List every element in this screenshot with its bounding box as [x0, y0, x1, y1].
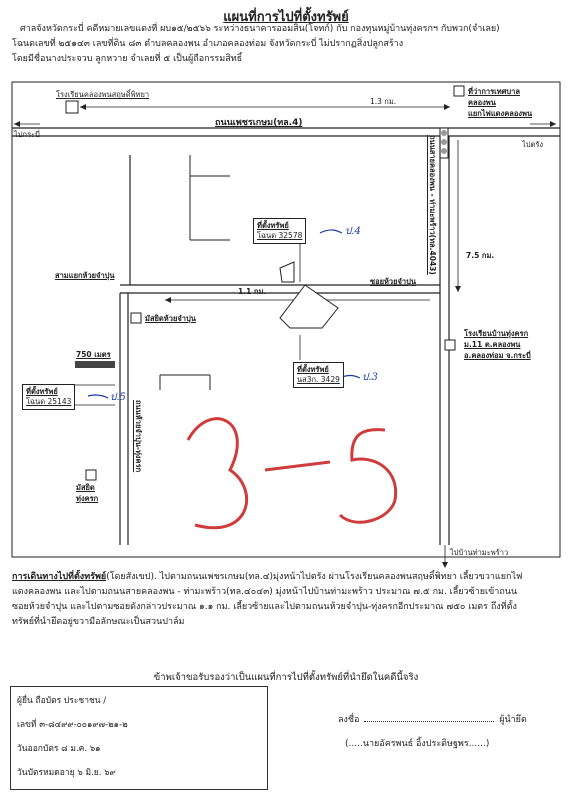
certification-text: ข้าพเจ้าขอรับรองว่าเป็นแผนที่การไปที่ตั้งทรัพย์ที่นำยึดในคดีนี้จริง — [153, 672, 419, 683]
parcel-box-32578: ที่ตั้งทรัพย์ โฉนด 32578 — [253, 218, 306, 244]
hw-big-three — [188, 419, 247, 528]
parcel-box-3429: ที่ตั้งทรัพย์ นส3ก. 3429 — [293, 362, 344, 388]
id-card-box — [10, 686, 268, 790]
hw-arrow-p5 — [88, 395, 108, 398]
hw-big-five — [340, 430, 396, 523]
route-heading: การเดินทางไปที่ตั้งทรัพย์ — [12, 572, 107, 582]
route-line: ซอยห้วยจำปุน และไปตามซอยดังกล่าวประมาณ ๑.๑ กม. เลี้ยวซ้ายและไปตามถนนห้วยจำปุน-ทุ่งครกอีกประมาณ ๗๕๐ เมตร ถึงที่ตั้ง — [12, 602, 517, 612]
hw-big-dash — [265, 462, 330, 470]
parcel-shape-p4 — [280, 262, 294, 282]
hw-label-p4: ป.4 — [345, 226, 361, 237]
distance-label-11: 1.1 กม. — [238, 287, 267, 296]
mosque-marker — [131, 313, 141, 323]
signer-name: (.....นายอัครพนธ์ อิ้งประดิษฐพร......) — [345, 739, 490, 749]
parcel-shape-p3 — [280, 285, 338, 328]
route-description — [12, 570, 560, 630]
signature-field — [364, 721, 494, 722]
soi-label: ซอยห้วยจำปุน — [370, 277, 417, 286]
route-line: ไปตามถนนเพชรเกษม(ทล.๔)มุ่งหน้าไปตรัง ผ่านโรงเรียนคลองพนสฤษดิ์พิทยา เลี้ยวขวาแยกไฟ — [159, 572, 523, 582]
distance-label-13: 1.3 กม. — [370, 97, 397, 106]
hw-arrow-p4 — [320, 230, 342, 233]
route-line: ทรัพย์ที่นำยึดอยู่ขวามือลักษณะเป็นสวนปาล์ม — [12, 617, 185, 627]
id-line: วันออกบัตร ๘ ม.ค. ๖๑ — [17, 744, 101, 754]
route-heading-note: (โดยสังเขป). — [106, 572, 157, 582]
mosque-marker-2 — [86, 470, 96, 480]
id-line: ผู้ยื่น ถือบัตร ประชาชน / — [17, 696, 107, 706]
to-trang-label: ไปตรัง — [522, 140, 544, 149]
distance-label-750: 750 เมตร — [76, 350, 111, 359]
route-line: แดงคลองพน และไปตามถนนสายคลองพน - ท่ามะพร้าว(ทล.๔๐๔๓) มุ่งหน้าไปบ้านท่ามะพร้าว ประมาณ ๗.๕ กม. เลี้ยวซ้ายเข้าถนน — [12, 587, 518, 597]
signature-line — [338, 712, 527, 726]
junction-label: สามแยกห้วยจำปุน — [55, 271, 115, 280]
school-marker — [66, 101, 78, 113]
distance-label-75: 7.5 กม. — [466, 251, 495, 260]
id-line: วันบัตรหมดอายุ ๖ มิ.ย. ๖๙ — [17, 768, 116, 778]
to-krabi-label: ไปกระบี่ — [14, 130, 40, 139]
intro-line: ศาลจังหวัดกระบี่ คดีหมายเลขแดงที่ ผบ๑๕/๒๕๖๖ ระหว่างธนาคารออมสิน(โจทก์) กับ กองทุนหมู่บ้านทุ่งครกฯ กับพวก(จำเลย) — [20, 24, 500, 34]
document-title: แผนที่การไปที่ตั้งทรัพย์ — [223, 10, 349, 25]
school-label: โรงเรียนคลองพนสฤษดิ์พิทยา — [56, 90, 150, 99]
parcel-box-25143: ที่ตั้งทรัพย์ โฉนด 25143 — [22, 384, 75, 410]
school-marker-2 — [445, 340, 455, 350]
district-office-marker — [454, 86, 464, 96]
road-left-label: ถนนห้วยจำปุน-ทุ่งครก — [134, 400, 143, 473]
mosque-label: มัสยิดห้วยจำปุน — [145, 314, 196, 323]
id-line: เลขที่ ๓-๘๔๙๙-๐๐๑๙๗-๒๑-๒ — [17, 720, 128, 730]
hw-big-text — [0, 0, 1, 1]
distance-marker-750 — [75, 361, 115, 368]
hw-arrow-p3 — [342, 375, 360, 378]
district-office-label: ที่ว่าการเทศบาล คลองพน แยกไฟแดงคลองพน — [468, 87, 533, 118]
intro-line: โฉนดเลขที่ ๒๕๑๔๓ เลขที่ดิน ๘๓ ตำบลคลองพน อำเภอคลองท่อม จังหวัดกระบี่ ไม่ปรากฏสิ่งปลูกสร้าง — [12, 39, 404, 49]
signature-role: ผู้นำยึด — [499, 715, 527, 725]
road-4043-label: ถนนสายคลองพน - ท่ามะพร้าว(ทล.4043) — [428, 135, 437, 275]
sign-label: ลงชื่อ — [338, 715, 360, 725]
hw-label-p3: ป.3 — [362, 372, 378, 383]
school-right-label: โรงเรียนบ้านทุ่งครก ม.11 ต.คลองพน อ.คลองท่อม จ.กระบี่ — [464, 329, 531, 360]
intro-line: โดยมีชื่อนางประจวบ ลูกหวาย จำเลยที่ ๕ เป็นผู้ถือกรรมสิทธิ์ — [12, 54, 243, 64]
hw-label-p5: ป.5 — [110, 392, 126, 403]
highway-label: ถนนเพชรเกษม(ทล.4) — [215, 118, 303, 128]
mosque-label-2: มัสยิด ทุ่งครก — [76, 483, 99, 503]
to-thamaphrao-label: ไปบ้านท่ามะพร้าว — [450, 548, 509, 557]
